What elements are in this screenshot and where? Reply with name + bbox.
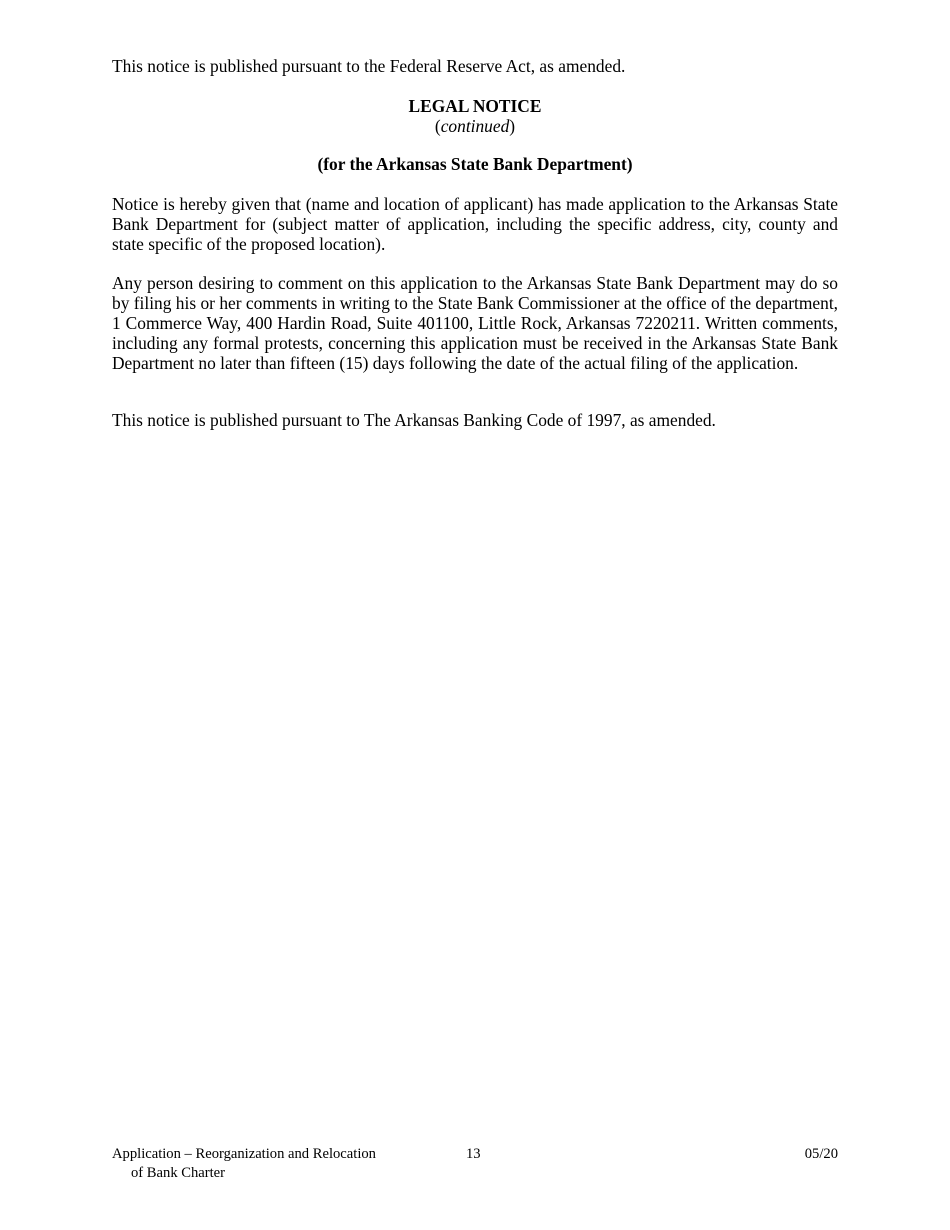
notice-title: LEGAL NOTICE — [408, 96, 542, 116]
paragraph-banking-code: This notice is published pursuant to The Arkansas Banking Code of 1997, as amended. — [112, 410, 716, 430]
intro-line: This notice is published pursuant to the Federal Reserve Act, as amended. — [112, 56, 626, 76]
footer-date: 05/20 — [804, 1146, 838, 1162]
paragraph-comments: Any person desiring to comment on this application to the Arkansas State Bank Department may do so by filing his or her comments in writing to the State Bank Commissioner at the office of the department, 1 Commerce Way, 400 Hardin Road, Suite 401100, Little Rock, Arkansas 7220211. Written comments, including any formal protests, concerning this application must be received in the Arkansas State Bank Department no later than fifteen (15) days following the date of the actual filing of the application. — [112, 273, 838, 373]
department-heading: (for the Arkansas State Bank Department) — [317, 154, 633, 174]
continued-open-paren: ( — [434, 116, 441, 136]
footer-document-title — [112, 1145, 432, 1183]
continued-word: continued — [440, 116, 510, 136]
footer-title-line2: of Bank Charter — [131, 1165, 226, 1181]
notice-continued — [112, 116, 838, 136]
footer-page-number: 13 — [466, 1146, 481, 1162]
continued-close-paren: ) — [509, 116, 516, 136]
footer-title-line1: Application – Reorganization and Relocation — [112, 1146, 376, 1162]
paragraph-application: Notice is hereby given that (name and location of applicant) has made application to the Arkansas State Bank Department for (subject matter of application, including the specific address, city, county and state specific of the proposed location). — [112, 194, 838, 254]
